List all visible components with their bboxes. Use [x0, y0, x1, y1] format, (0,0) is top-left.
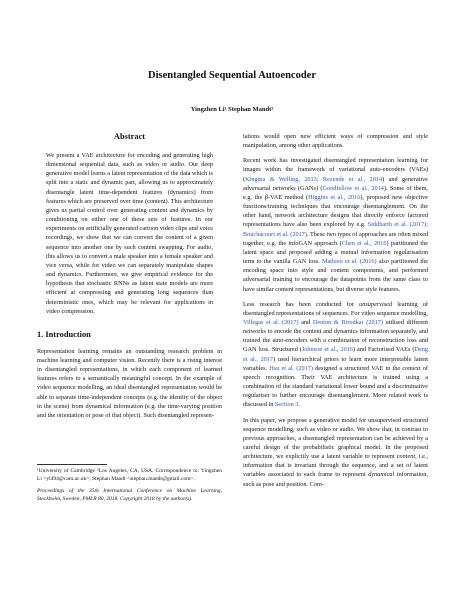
right-column — [243, 132, 428, 495]
paper-title: Disentangled Sequential Autoencoder — [147, 70, 316, 81]
citation-link[interactable]: Johnson et al., 2016 — [301, 346, 353, 354]
abstract-heading: Abstract — [113, 132, 146, 141]
sequence-work-paragraph: Less research has been conducted for unsupervised learning of disentangled representations of sequences. For video sequence modelling, Villegas et al. (2017) and Denton & Birodkar (2017) utilised different networks to encode the content and dynamics information separately, and trained the auto-encoders with a combination of reconstruction loss and GAN loss. Structured (Johnson et al., 2016) and Factorised VAEs (Deng et al., 2017) used hierarchical priors to learn more interpretable latent variables. Hsu et al. (2017) designed a structured VAE in the context of speech recognition. Their VAE architecture is trained using a combination of the standard variational lower bound and a discriminative regulariser to further encourage disentanglement. More related work is discussed in Section 3. — [243, 300, 429, 409]
author-line: Yingzhen Li¹ Stephan Mandt² — [190, 106, 274, 113]
footnotes — [37, 464, 222, 508]
introduction-section — [37, 330, 222, 420]
abstract-section — [37, 132, 222, 316]
citation-link[interactable]: Deng et al., 2017 — [243, 346, 428, 363]
citation-link[interactable]: Kingma & Welling, 2013; Rezende et al., 2014 — [245, 175, 383, 183]
affiliation-footnote: ¹University of Cambridge ²Los Angeles, CA, USA. Correspondence to: Yingzhen Li <yl494@cam.ac.uk>, Stephan Mandt <stephan.mandt@gmail.com>. — [37, 468, 222, 482]
related-work-paragraph: Recent work has investigated disentangled representation learning for images within the framework of variational auto-encoders (VAEs) (Kingma & Welling, 2013; Rezende et al., 2014) and generative adversarial networks (GANs) (Goodfellow et al., 2014). Some of them, e.g. the β-VAE method (Higgins et al., 2016), proposed new objective functions/training techniques that encourage disentanglement. On the other hand, network architecture designs that directly enforce factored representations have also been explored by e.g. Siddharth et al. (2017); Bouchacourt et al. (2017). These two types of approaches are often mixed together, e.g. the infoGAN approach (Chen et al., 2016) partitioned the latent space and proposed adding a mutual information regularisation term to the vanilla GAN loss. Mathieu et al. (2016) also partitioned the encoding space into style and content components, and performed adversarial training to encourage the datapoints from the same class to have similar content representations, but diverse style features. — [243, 157, 429, 293]
proceedings-footnote: Proceedings of the 35th International Conference on Machine Learning, Stockholm, Sweden, PMLR 80, 2018. Copyright 2018 by the author(s). — [37, 488, 222, 502]
abstract-text: We present a VAE architecture for encoding and generating high dimensional sequential data, such as video or audio. Our deep generative model learns a latent representation of the data which is split into a static and dynamic part, allowing us to approximately disentangle latent time-dependent features (dynamics) from features which are preserved over time (content). This architecture gives us partial control over generating content and dynamics by conditioning on either one of these sets of features. In our experiments on artificially generated cartoon video clips and voice recordings, we show that we can convert the content of a given sequence into another one by such content swapping. For audio, this allows us to convert a male speaker into a female speaker and vice versa, while for video we can separately manipulate shapes and dynamics. Furthermore, we give empirical evidence for the hypothesis that stochastic RNNs as latent state models are more efficient at compressing and generating long sequences than deterministic ones, which may be relevant for applications in video compression. — [46, 152, 213, 315]
section-link[interactable]: Section 3 — [274, 401, 299, 409]
citation-link[interactable]: Mathieu et al. (2016) — [321, 258, 377, 266]
footnote-rule — [37, 464, 107, 465]
introduction-paragraph: Representation learning remains an outstanding research problem in machine learning and computer vision. Recently there is a rising interest in disentangled representations, in which each component of learned features refers to a semantically meaningful concept. In the example of video sequence modelling, an ideal disentangled representation would be able to separate time-independent concepts (e.g. the identity of the object in the scene) from dynamical information (e.g. the time-varying position and the orientation or pose of that object). Such disentangled represen- — [37, 347, 222, 419]
citation-link[interactable]: Hsu et al. (2017) — [269, 364, 313, 372]
citation-link[interactable]: Siddharth et al. (2017); Bouchacourt et al. (2017) — [243, 221, 428, 238]
proposal-paragraph: In this paper, we propose a generative model for unsupervised structured sequence modelling, such as video or audio. We show that, in contrast to previous approaches, a disentangled representation can be achieved by a careful design of the probabilistic graphical model. In the proposed architecture, we explicitly use a latent variable to represent content, i.e., information that is invariant through the sequence, and a set of latent variables associated to each frame to represent dynamical information, such as pose and position. Com- — [243, 416, 429, 488]
introduction-heading: 1. Introduction — [37, 329, 91, 339]
continued-paragraph: tations would open new efficient ways of compression and style manipulation, among other applications. — [243, 133, 428, 150]
citation-link[interactable]: Chen et al., 2016 — [341, 239, 387, 247]
citation-link[interactable]: Denton & Birodkar (2017) — [312, 318, 383, 326]
citation-link[interactable]: Goodfellow et al., 2014 — [322, 184, 384, 192]
citation-link[interactable]: Higgins et al., 2016 — [308, 193, 361, 201]
citation-link[interactable]: Villegas et al. (2017) — [243, 318, 299, 326]
left-column — [37, 128, 222, 426]
